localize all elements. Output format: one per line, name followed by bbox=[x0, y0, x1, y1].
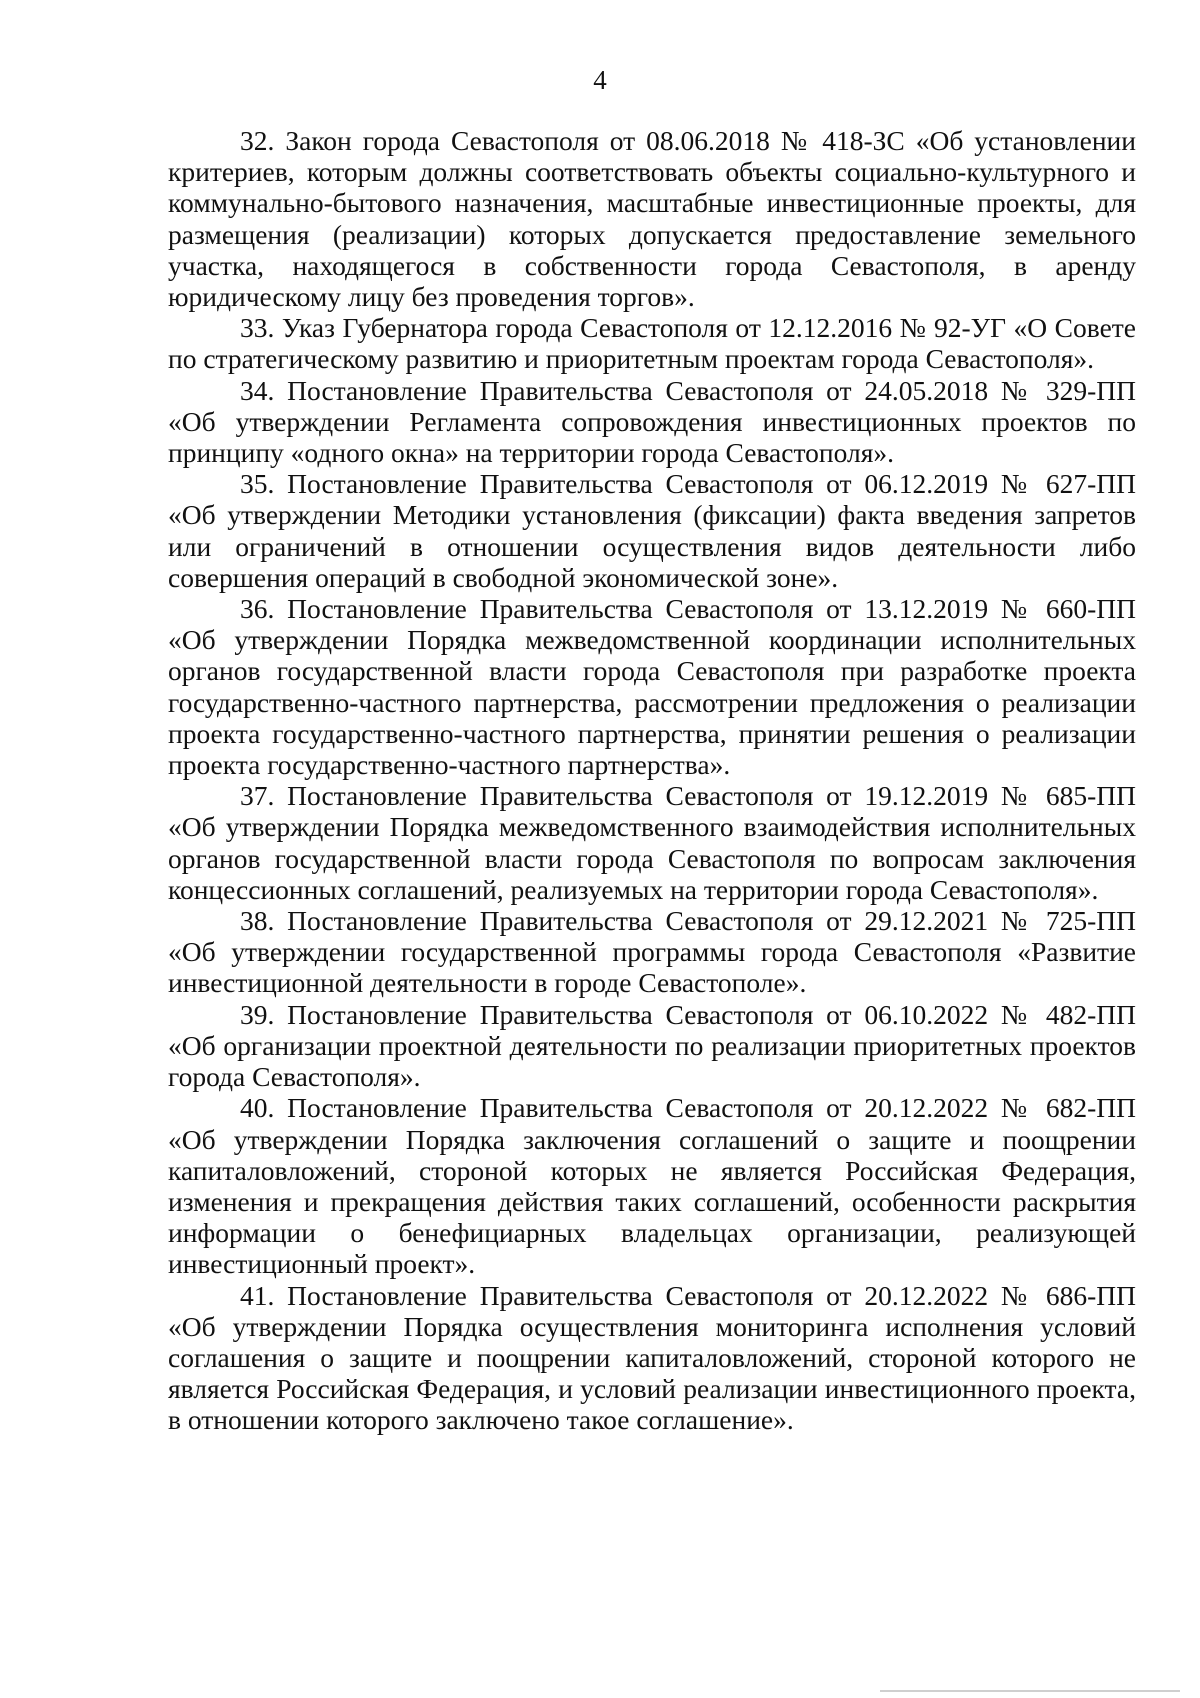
list-item: 36. Постановление Правительства Севастополя от 13.12.2019 № 660-ПП «Об утверждении Порядка межведомственной координации исполнительных органов государственной власти города Севастополя при разработке проекта государственно-частного партнерства, рассмотрении предложения о реализации проекта государственно-частного партнерства, принятии решения о реализации проекта государственно-частного партнерства». bbox=[168, 593, 1136, 781]
document-body bbox=[168, 125, 1136, 1436]
list-item: 41. Постановление Правительства Севастополя от 20.12.2022 № 686-ПП «Об утверждении Порядка осуществления мониторинга исполнения условий соглашения о защите и поощрении капиталовложений, стороной которого не является Российская Федерация, и условий реализации инвестиционного проекта, в отношении которого заключено такое соглашение». bbox=[168, 1279, 1136, 1436]
list-item: 39. Постановление Правительства Севастополя от 06.10.2022 № 482-ПП «Об организации проектной деятельности по реализации приоритетных проектов города Севастополя». bbox=[168, 998, 1136, 1093]
scan-artifact bbox=[880, 1690, 1180, 1692]
list-item: 37. Постановление Правительства Севастополя от 19.12.2019 № 685-ПП «Об утверждении Порядка межведомственного взаимодействия исполнительных органов государственной власти города Севастополя по вопросам заключения концессионных соглашений, реализуемых на территории города Севастополя». bbox=[168, 780, 1136, 905]
list-item: 34. Постановление Правительства Севастополя от 24.05.2018 № 329-ПП «Об утверждении Регламента сопровождения инвестиционных проектов по принципу «одного окна» на территории города Севастополя». bbox=[168, 374, 1136, 469]
list-item: 33. Указ Губернатора города Севастополя от 12.12.2016 № 92-УГ «О Совете по стратегическому развитию и приоритетным проектам города Севастополя». bbox=[168, 312, 1136, 375]
list-item: 32. Закон города Севастополя от 08.06.2018 № 418-ЗС «Об установлении критериев, которым должны соответствовать объекты социально-культурного и коммунально-бытового назначения, масштабные инвестиционные проекты, для размещения (реализации) которых допускается предоставление земельного участка, находящегося в собственности города Севастополя, в аренду юридическому лицу без проведения торгов». bbox=[168, 125, 1136, 313]
list-item: 35. Постановление Правительства Севастополя от 06.12.2019 № 627-ПП «Об утверждении Методики установления (фиксации) факта введения запретов или ограничений в отношении осуществления видов деятельности либо совершения операций в свободной экономической зоне». bbox=[168, 468, 1136, 593]
page-number: 4 bbox=[593, 65, 607, 95]
list-item: 40. Постановление Правительства Севастополя от 20.12.2022 № 682-ПП «Об утверждении Порядка заключения соглашений о защите и поощрении капиталовложений, стороной которых не является Российская Федерация, изменения и прекращения действия таких соглашений, особенности раскрытия информации о бенефициарных владельцах организации, реализующей инвестиционный проект». bbox=[168, 1092, 1136, 1280]
list-item: 38. Постановление Правительства Севастополя от 29.12.2021 № 725-ПП «Об утверждении государственной программы города Севастополя «Развитие инвестиционной деятельности в городе Севастополе». bbox=[168, 905, 1136, 999]
